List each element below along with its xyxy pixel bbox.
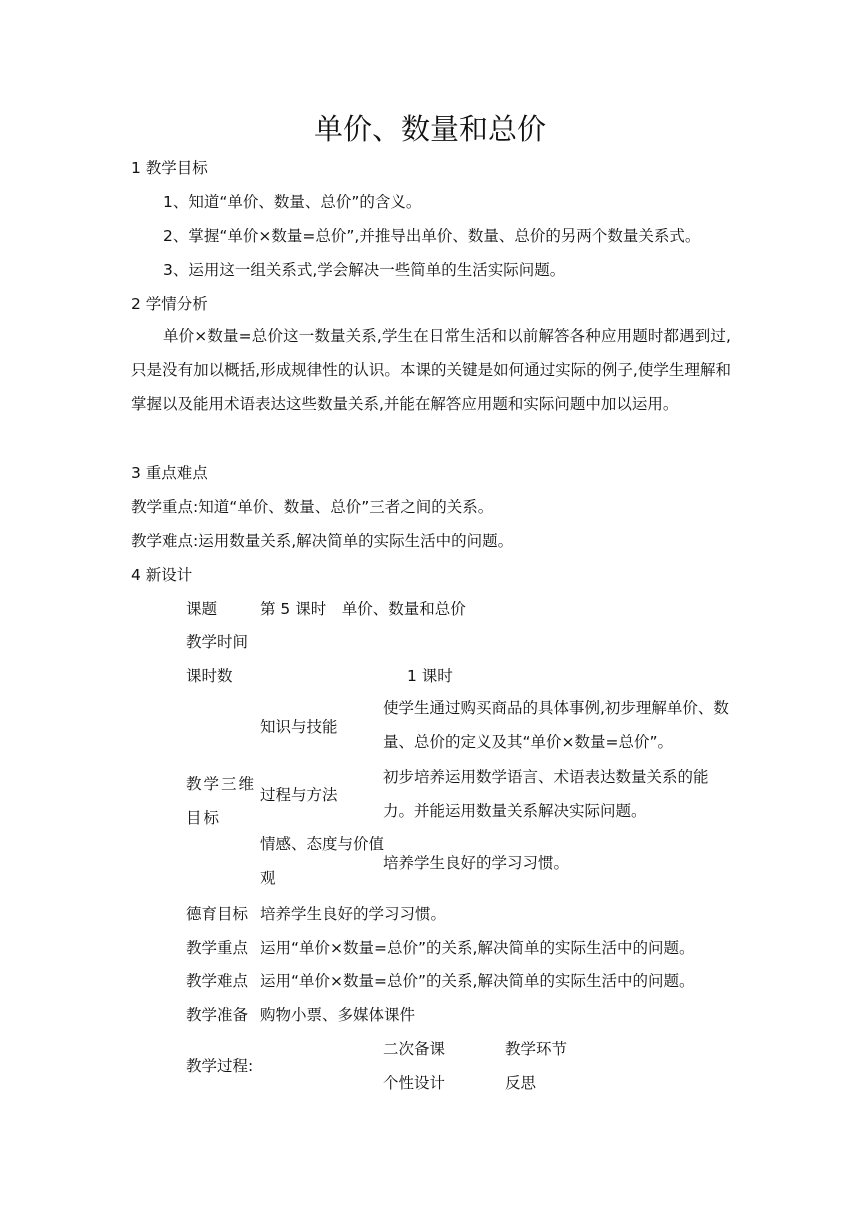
difficulty-text: 运用“单价×数量=总价”的关系,解决简单的实际生活中的问题。	[260, 972, 695, 990]
goal-item-3: 3、运用这一组关系式,学会解决一些简单的生活实际问题。	[163, 261, 566, 279]
document-title: 单价、数量和总价	[313, 112, 546, 146]
col-reflection: 反思	[505, 1074, 537, 1092]
goal-item-2: 2、掌握“单价×数量=总价”,并推导出单价、数量、总价的另两个数量关系式。	[163, 227, 701, 245]
col-personal-design: 个性设计	[383, 1074, 446, 1092]
section-heading-analysis: 2 学情分析	[131, 295, 208, 313]
moral-text: 培养学生良好的学习习惯。	[260, 905, 447, 923]
section-heading-design: 4 新设计	[131, 566, 193, 584]
hours-label: 课时数	[186, 667, 233, 685]
topic-label: 课题	[186, 600, 218, 618]
section-heading-key-points: 3 重点难点	[131, 464, 208, 482]
emotion-label: 情感、态度与价值观	[260, 835, 385, 887]
process-label: 过程与方法	[260, 786, 338, 804]
knowledge-text: 使学生通过购买商品的具体事例,初步理解单价、数量、总价的定义及其“单价×数量=总价”。	[383, 699, 729, 751]
hours-value: 1 课时	[407, 667, 453, 685]
process-flow-label: 教学过程:	[186, 1057, 254, 1075]
difficulty-label: 教学难点	[186, 972, 249, 990]
goals-label: 教学三维目标	[186, 775, 257, 827]
goal-item-1: 1、知道“单价、数量、总价”的含义。	[163, 193, 422, 211]
focus-text: 运用“单价×数量=总价”的关系,解决简单的实际生活中的问题。	[260, 939, 695, 957]
topic-value: 第 5 课时 单价、数量和总价	[260, 600, 466, 618]
process-text: 初步培养运用数学语言、术语表达数量关系的能力。并能运用数量关系解决实际问题。	[383, 768, 709, 820]
emotion-text: 培养学生良好的学习习惯。	[383, 854, 570, 872]
focus-label: 教学重点	[186, 939, 249, 957]
prep-text: 购物小票、多媒体课件	[260, 1006, 416, 1024]
moral-label: 德育目标	[186, 905, 249, 923]
key-difficulty: 教学难点:运用数量关系,解决简单的实际生活中的问题。	[131, 532, 514, 550]
section-heading-goals: 1 教学目标	[131, 159, 208, 177]
prep-label: 教学准备	[186, 1006, 249, 1024]
key-focus: 教学重点:知道“单价、数量、总价”三者之间的关系。	[131, 498, 494, 516]
col-teaching-step: 教学环节	[505, 1040, 568, 1058]
col-secondary-prep: 二次备课	[383, 1040, 446, 1058]
knowledge-label: 知识与技能	[260, 718, 338, 736]
analysis-paragraph: 单价×数量=总价这一数量关系,学生在日常生活和以前解答各种应用题时都遇到过,只是没有加以概括,形成规律性的认识。本课的关键是如何通过实际的例子,使学生理解和掌握以及能用术语表达这些数量关系,并能在解答应用题和实际问题中加以运用。	[131, 327, 731, 413]
time-label: 教学时间	[186, 633, 249, 651]
